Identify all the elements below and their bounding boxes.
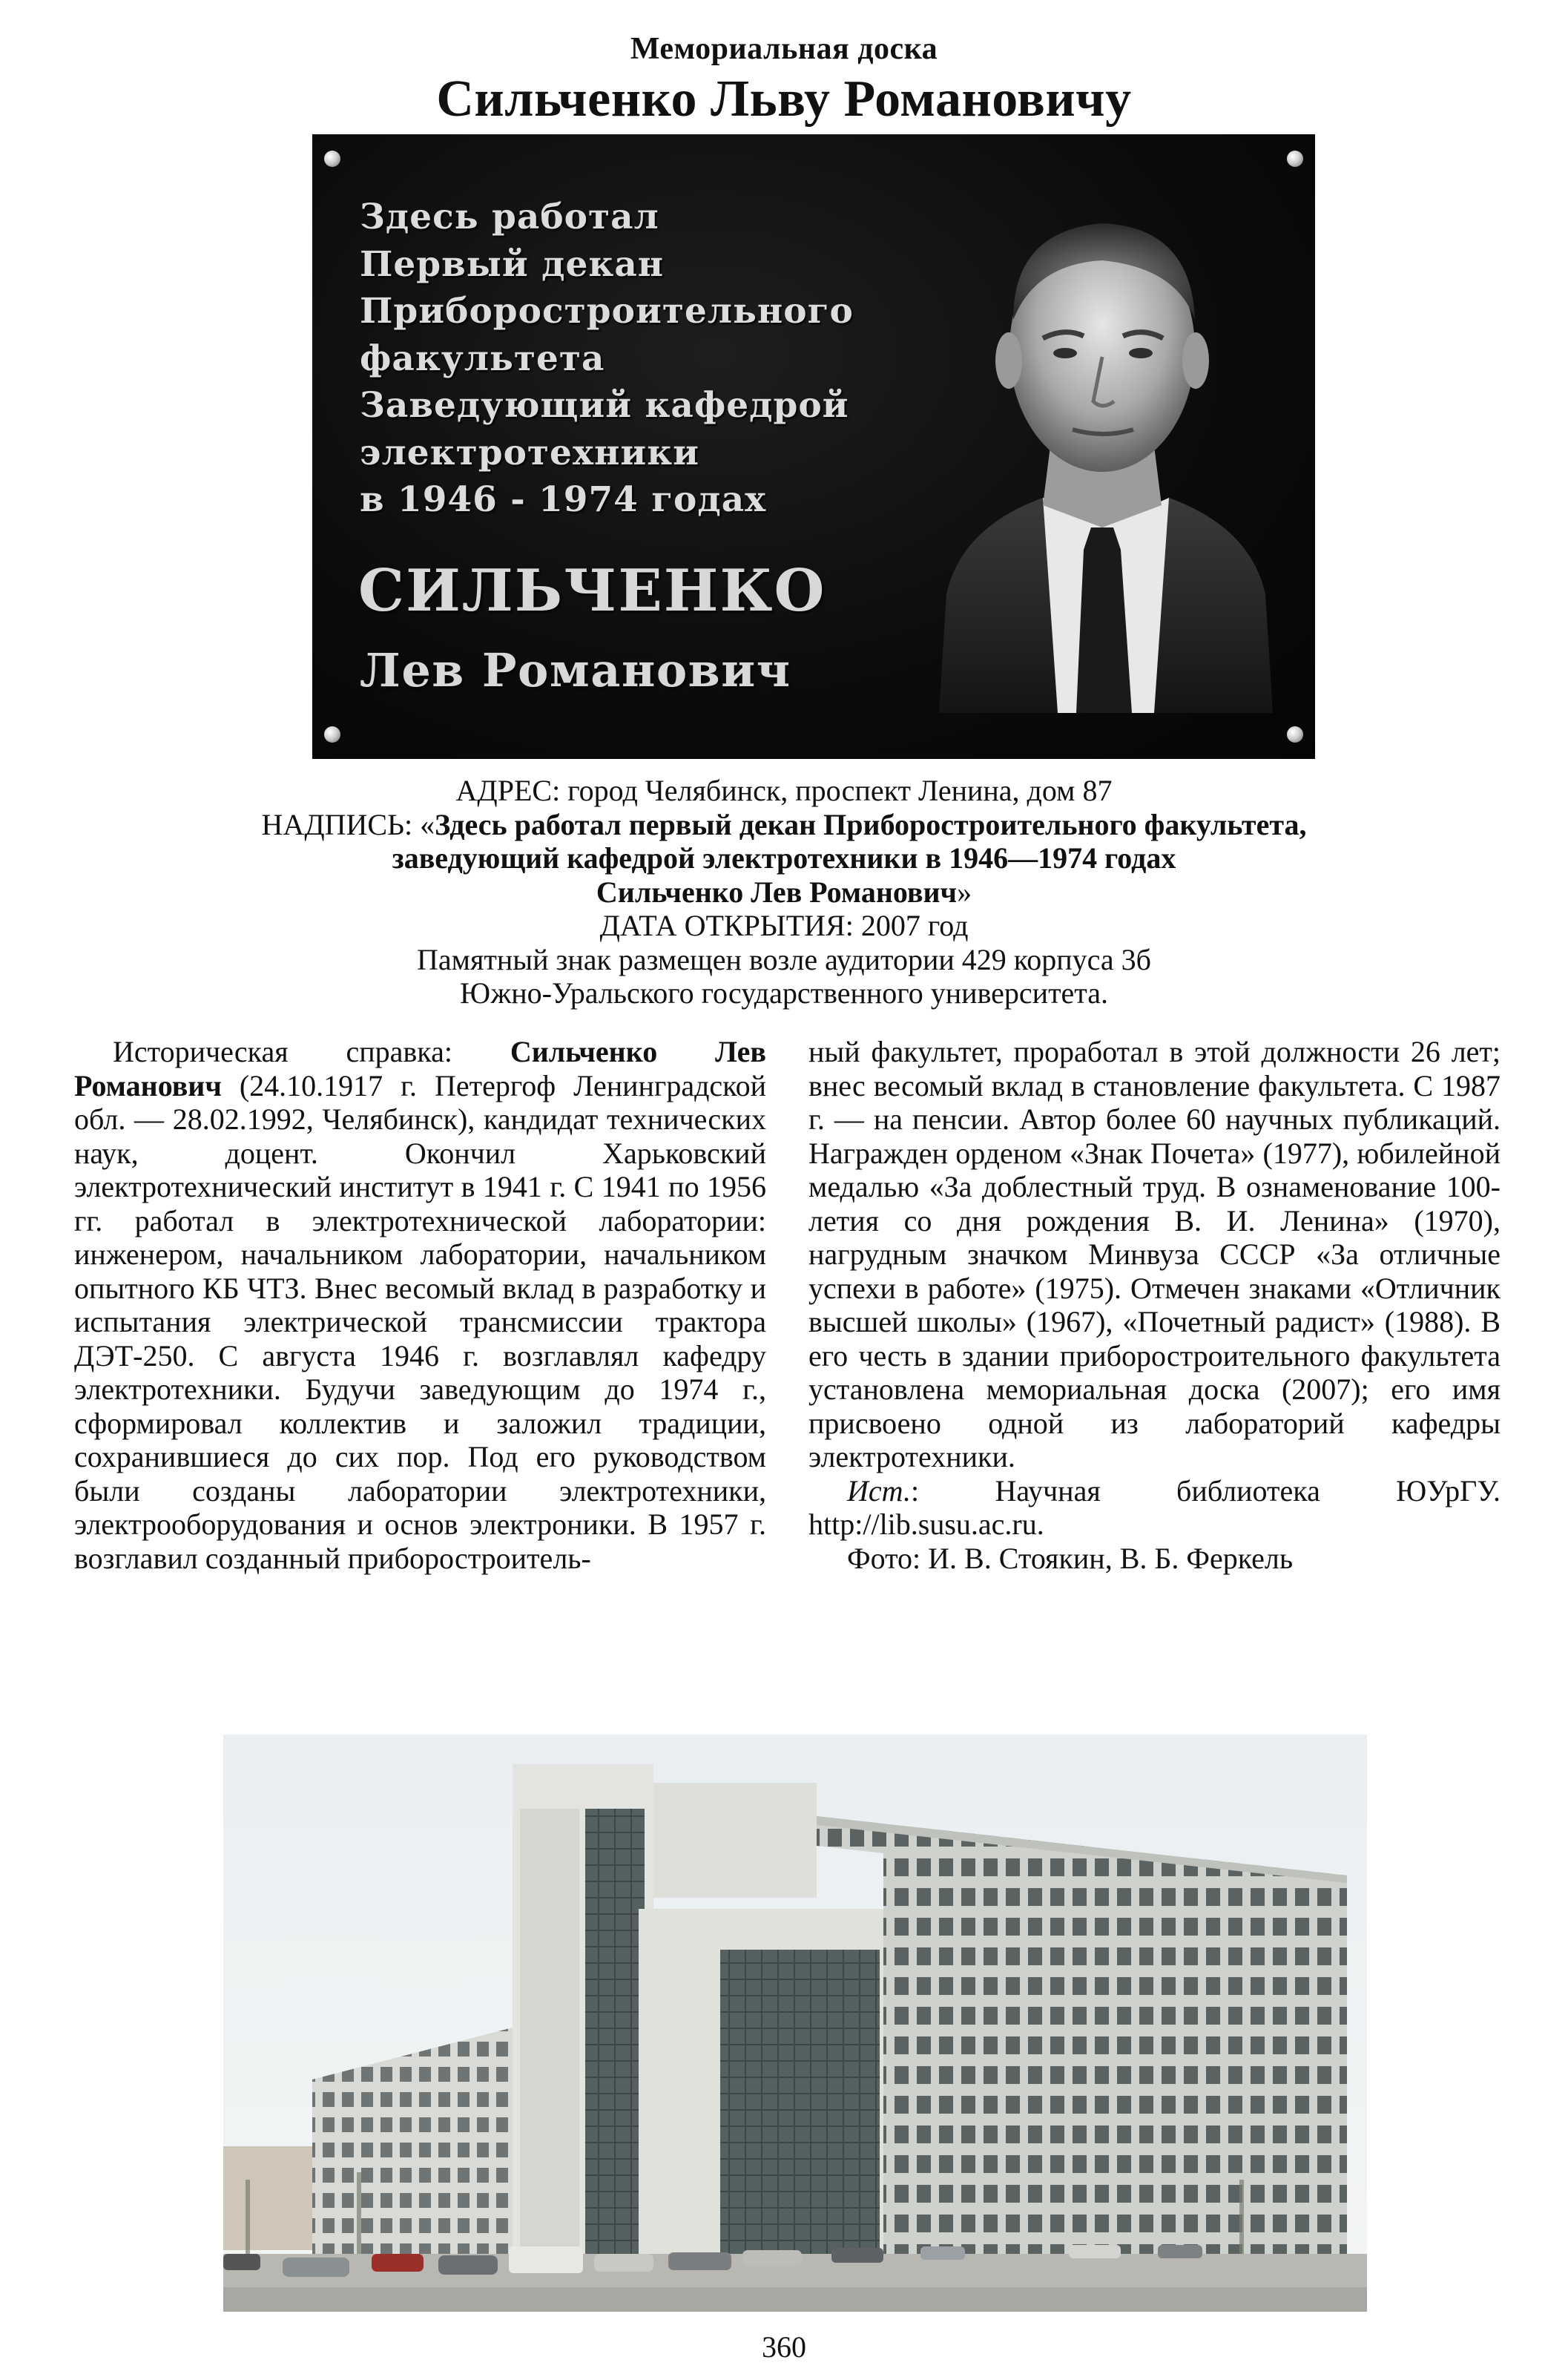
page-number: 360 <box>762 2330 806 2364</box>
plaque-line: Приборостроительного <box>360 291 854 332</box>
plaque-line: Заведующий кафедрой <box>360 385 849 426</box>
plaque-screw <box>324 151 340 167</box>
plaque-screw <box>1287 726 1303 743</box>
date-value: 2007 год <box>860 909 969 942</box>
building-photo <box>223 1735 1367 2312</box>
inscription-line: Сильченко Лев Романович <box>596 875 958 909</box>
bio-column-right <box>808 1035 1501 1575</box>
bio-column-left <box>74 1035 766 1575</box>
plaque-screw <box>324 726 340 743</box>
opening-date-row <box>0 909 1568 943</box>
plaque-screw <box>1287 151 1303 167</box>
plaque-surname: СИЛЬЧЕНКО <box>358 557 826 625</box>
plaque-inscription <box>360 194 923 524</box>
inscription-close-quote: » <box>957 875 972 909</box>
plaque-line: Здесь работал <box>360 197 659 237</box>
plaque-line: электротехники <box>360 432 700 473</box>
location-note: Памятный знак размещен возле аудитории 429 корпуса 3б <box>417 942 1151 976</box>
page-title: Сильченко Льву Романовичу <box>436 70 1132 128</box>
source-text: : Научная библиотека ЮУрГУ. http://lib.susu.ac.ru. <box>808 1473 1501 1541</box>
source-line <box>808 1474 1501 1542</box>
inscription-label: НАДПИСЬ: <box>261 807 413 841</box>
photo-credit: Фото: И. В. Стоякин, В. Б. Феркель <box>847 1541 1294 1575</box>
plaque-line: факультета <box>360 338 605 379</box>
bio-paragraph <box>74 1035 766 1575</box>
address-label: АДРЕС: <box>455 774 561 807</box>
inscription-row-end <box>0 875 1568 910</box>
inscription-open-quote: « <box>420 807 435 841</box>
plaque-line: в 1946 - 1974 годах <box>360 479 767 520</box>
bio-paragraph-continued: ный факультет, проработал в этой должности 26 лет; внес весомый вклад в становление факультета. С 1987 г. — на пенсии. Автор более 60 научных публикаций. Награжден орденом «Знак Почета» (1977), юбилейной медалью «За доблестный труд. В ознаменование 100-летия со дня рождения В. И. Ленина» (1970), нагрудным значком Минвуза СССР «За отличные успехи в работе» (1975). Отмечен знаками «Отличник высшей школы» (1967), «Почетный радист» (1988). В его честь в здании приборостроительного факультета установлена мемориальная доска (2007); его имя присвоено одной из лабораторий кафедры электротехники. <box>808 1035 1501 1473</box>
portrait-image <box>932 179 1273 713</box>
date-label: ДАТА ОТКРЫТИЯ: <box>599 909 854 942</box>
bio-text: (24.10.1917 г. Петергоф Ленинградской обл. — 28.02.1992, Челябинск), кандидат технических наук, доцент. Окончил Харьковский электротехнический институт в 1941 г. С 1941 по 1956 гг. работал в электротехнической лаборатории: инженером, начальником лаборатории, начальником опытного КБ ЧТЗ. Внес весомый вклад в разработку и испытания электрической трансмиссии трактора ДЭТ-250. С августа 1946 г. возглавлял кафедру электротехники. Будучи заведующим до 1974 г., сформировал коллектив и заложил традиции, сохранившиеся до сих пор. Под его руководством были созданы лаборатории электротехники, электрооборудования и основ электроники. В 1957 г. возглавил созданный приборостроитель- <box>74 1068 766 1575</box>
address-value: город Челябинск, проспект Ленина, дом 87 <box>567 774 1113 807</box>
page-kicker: Мемориальная доска <box>630 32 938 66</box>
plaque-line: Первый декан <box>360 243 665 285</box>
location-note: Южно-Уральского государственного университета. <box>459 976 1109 1010</box>
ref-label: Историческая справка: <box>113 1035 510 1068</box>
inscription-row <box>0 808 1568 842</box>
inscription-line: заведующий кафедрой электротехники в 1946—1974 годах <box>392 841 1176 875</box>
address-row <box>0 774 1568 808</box>
plaque-caption <box>0 774 1568 1010</box>
memorial-plaque-photo <box>312 134 1315 759</box>
inscription-line: Здесь работал первый декан Приборостроительного факультета, <box>435 807 1307 841</box>
person-name: Сильченко Лев Романович <box>74 1035 766 1102</box>
plaque-given-name: Лев Романович <box>360 643 791 697</box>
source-label: Ист. <box>847 1473 912 1508</box>
